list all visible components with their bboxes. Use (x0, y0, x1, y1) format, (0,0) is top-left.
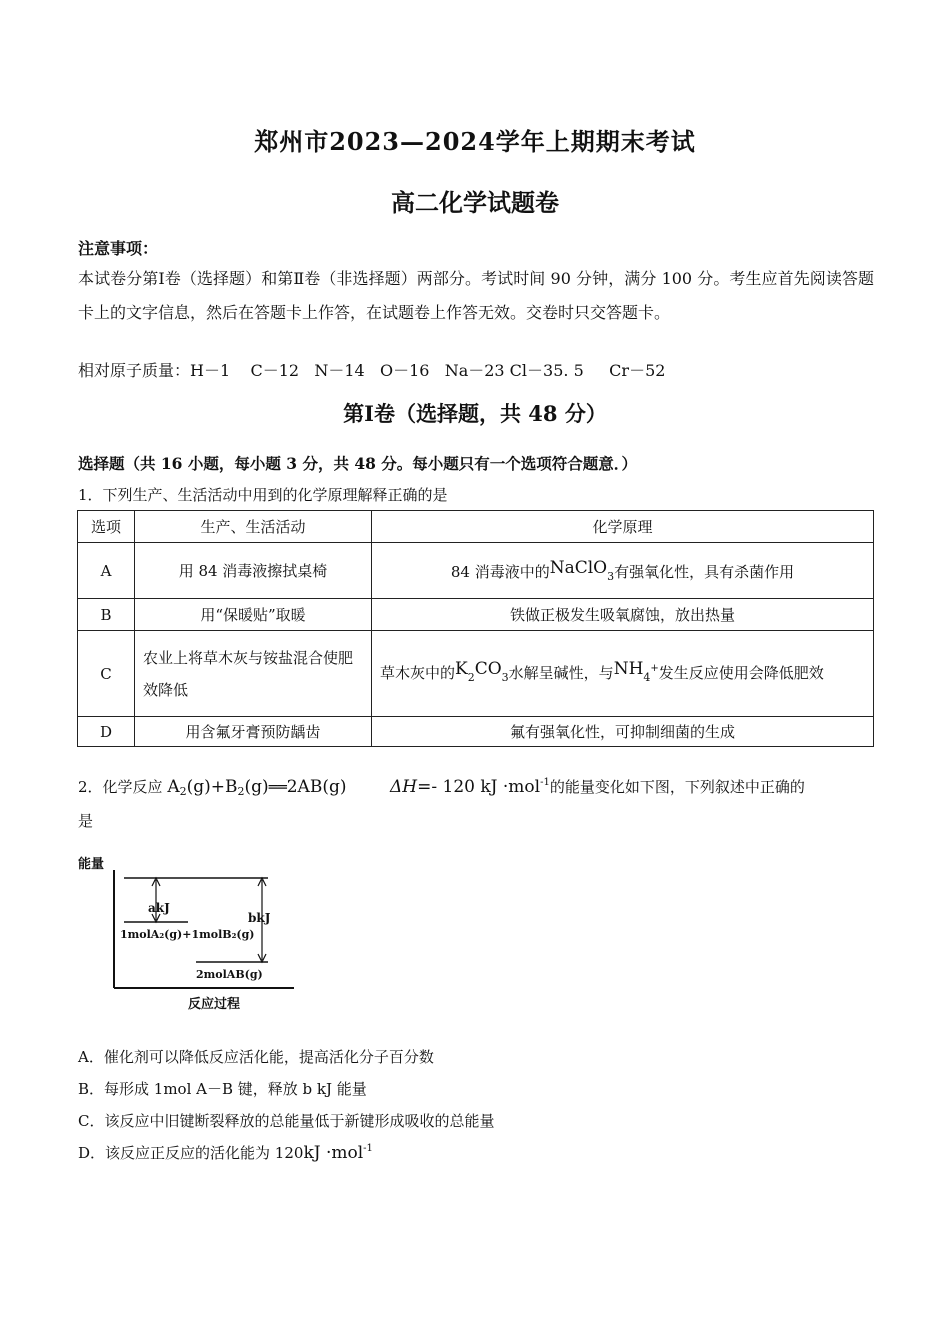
option-letter: B (78, 599, 135, 631)
principle-cell: 84 消毒液中的NaClO$_3$有强氧化性，具有杀菌作用 (372, 543, 874, 599)
question-2-stem-line2: 是 (78, 812, 94, 830)
principle-cell: 铁做正极发生吸氧腐蚀，放出热量 (372, 599, 874, 631)
exam-subtitle: 高二化学试题卷 (391, 188, 559, 217)
activity-cell: 用 84 消毒液擦拭桌椅 (135, 543, 372, 599)
table-row (78, 631, 874, 717)
principle-cell: 草木灰中的$K_2CO_3$水解呈碱性，与$NH_4^+$发生反应使用会降低肥效 (372, 631, 874, 717)
table-header: 选项 (78, 511, 135, 543)
option-b: B．每形成 1mol A－B 键，释放 b kJ 能量 (78, 1080, 367, 1098)
b-label: bkJ (248, 911, 271, 925)
x-axis-label: 反应过程 (188, 997, 241, 1012)
option-letter: C (78, 631, 135, 717)
option-d: D．该反应正反应的活化能为 120kJ ·mol$^{-1}$ (78, 1143, 373, 1163)
option-a: A．催化剂可以降低反应活化能，提高活化分子百分数 (78, 1048, 434, 1066)
activity-cell: 用含氟牙膏预防龋齿 (135, 717, 372, 747)
table-header: 生产、生活活动 (135, 511, 372, 543)
y-axis-label: 能量 (78, 857, 105, 872)
atomic-masses: 相对原子质量：H－1 C－12 N－14 O－16 Na－23 Cl－35. 5 Cr－52 (78, 361, 666, 380)
activity-cell: 农业上将草木灰与铵盐混合使肥效降低 (135, 631, 372, 717)
option-letter: A (78, 543, 135, 599)
principle-cell: 氟有强氧化性，可抑制细菌的生成 (372, 717, 874, 747)
a-label: akJ (148, 901, 170, 915)
question-1-table (77, 510, 874, 747)
question-2-stem: 2．化学反应 $A_2(g)+B_2(g)══2AB(g)$ ΔH=- 120 kJ ·mol$^{-1}$的能量变化如下图，下列叙述中正确的 (78, 777, 805, 798)
exam-title: 郑州市2023—2024学年上期期末考试 (254, 127, 696, 156)
section-title: 第Ⅰ卷（选择题，共 48 分） (343, 401, 607, 426)
question-1-stem: 1．下列生产、生活活动中用到的化学原理解释正确的是 (78, 486, 448, 504)
table-row (78, 543, 874, 599)
activity-cell: 用“保暖贴”取暖 (135, 599, 372, 631)
notice-body: 本试卷分第Ⅰ卷（选择题）和第Ⅱ卷（非选择题）两部分。考试时间 90 分钟，满分 100 分。考生应首先阅读答题卡上的文字信息，然后在答题卡上作答，在试题卷上作答无效。交卷时只交答题卡。 (78, 269, 874, 322)
reactants-label: 1molA₂(g)+1molB₂(g) (120, 928, 255, 941)
section-instructions: 选择题（共 16 小题，每小题 3 分，共 48 分。每小题只有一个选项符合题意．） (78, 454, 638, 473)
option-letter: D (78, 717, 135, 747)
table-row (78, 717, 874, 747)
product-label: 2molAB(g) (196, 968, 263, 981)
table-header: 化学原理 (372, 511, 874, 543)
option-c: C．该反应中旧键断裂释放的总能量低于新键形成吸收的总能量 (78, 1112, 495, 1130)
notice-heading: 注意事项： (78, 239, 159, 258)
table-row (78, 599, 874, 631)
energy-diagram (76, 850, 306, 1020)
